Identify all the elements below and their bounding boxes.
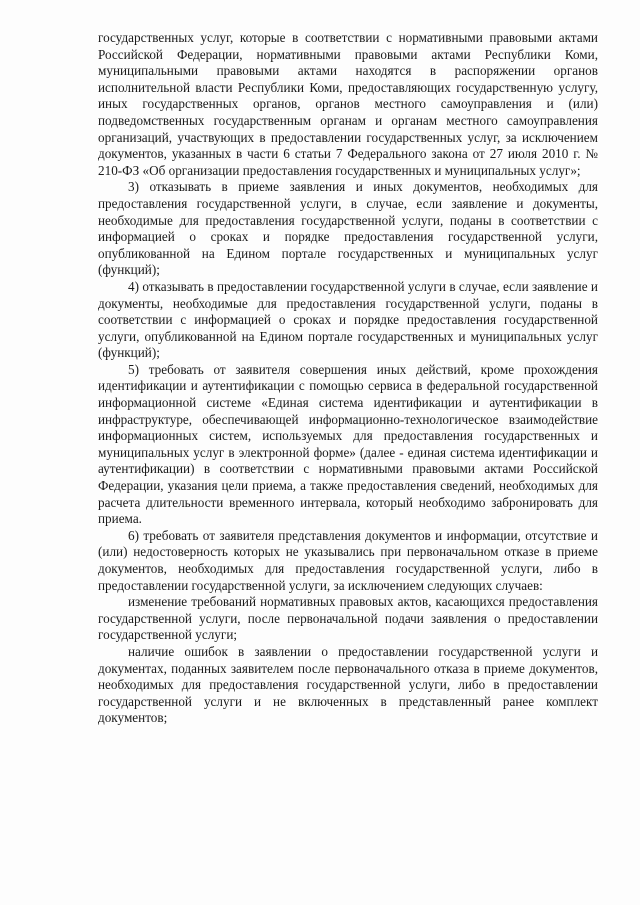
paragraph-item-3: 3) отказывать в приеме заявления и иных документов, необходимых для предоставления государственной услуги, в случае, если заявление и документы, необходимые для предоставления государственной услуги, поданы в соответствии с информацией о сроках и порядке предоставления государственной услуги, опубликованной на Едином портале государственных и муниципальных услуг (функций); (98, 179, 598, 278)
paragraph-item-5: 5) требовать от заявителя совершения иных действий, кроме прохождения идентификации и аутентификации с помощью сервиса в федеральной государственной информационной системе «Единая система идентификации и аутентификации в инфраструктуре, обеспечивающей информационно-технологическое взаимодействие информационных систем, используемых для предоставления государственных и муниципальных услуг в электронной форме» (далее - единая система идентификации и аутентификации) в соответствии с нормативными правовыми актами Российской Федерации, указания цели приема, а также предоставления сведений, необходимых для расчета длительности временного интервала, который необходимо забронировать для приема. (98, 361, 598, 527)
paragraph-continuation: государственных услуг, которые в соответствии с нормативными правовыми актами Российской Федерации, нормативными правовыми актами Республики Коми, муниципальными правовыми актами находятся в распоряжении органов исполнительной власти Республики Коми, предоставляющих государственную услугу, иных государственных органов, органов местного самоуправления и (или) подведомственных государственным органам и органам местного самоуправления организаций, участвующих в предоставлении государственных услуг, за исключением документов, указанных в части 6 статьи 7 Федерального закона от 27 июля 2010 г. № 210-ФЗ «Об организации предоставления государственных и муниципальных услуг»; (98, 30, 598, 178)
paragraph-item-6: 6) требовать от заявителя представления документов и информации, отсутствие и (или) недостоверность которых не указывались при первоначальном отказе в приеме документов, необходимых для предоставления государственной услуги, либо в предоставлении государственной услуги, за исключением следующих случаев: (98, 527, 598, 593)
paragraph-case-requirements-change: изменение требований нормативных правовых актов, касающихся предоставления государственной услуги, после первоначальной подачи заявления о предоставлении государственной услуги; (98, 594, 598, 643)
paragraph-case-errors: наличие ошибок в заявлении о предоставлении государственной услуги и документах, поданных заявителем после первоначального отказа в приеме документов, необходимых для предоставления государственной услуги, либо в предоставлении государственной услуги и не включенных в представленный ранее комплект документов; (98, 643, 598, 726)
paragraph-item-4: 4) отказывать в предоставлении государственной услуги в случае, если заявление и документы, необходимые для предоставления государственной услуги, поданы в соответствии с информацией о сроках и порядке предоставления государственной услуги, опубликованной на Едином портале государственных и муниципальных услуг (функций); (98, 278, 598, 361)
document-body (98, 30, 598, 727)
